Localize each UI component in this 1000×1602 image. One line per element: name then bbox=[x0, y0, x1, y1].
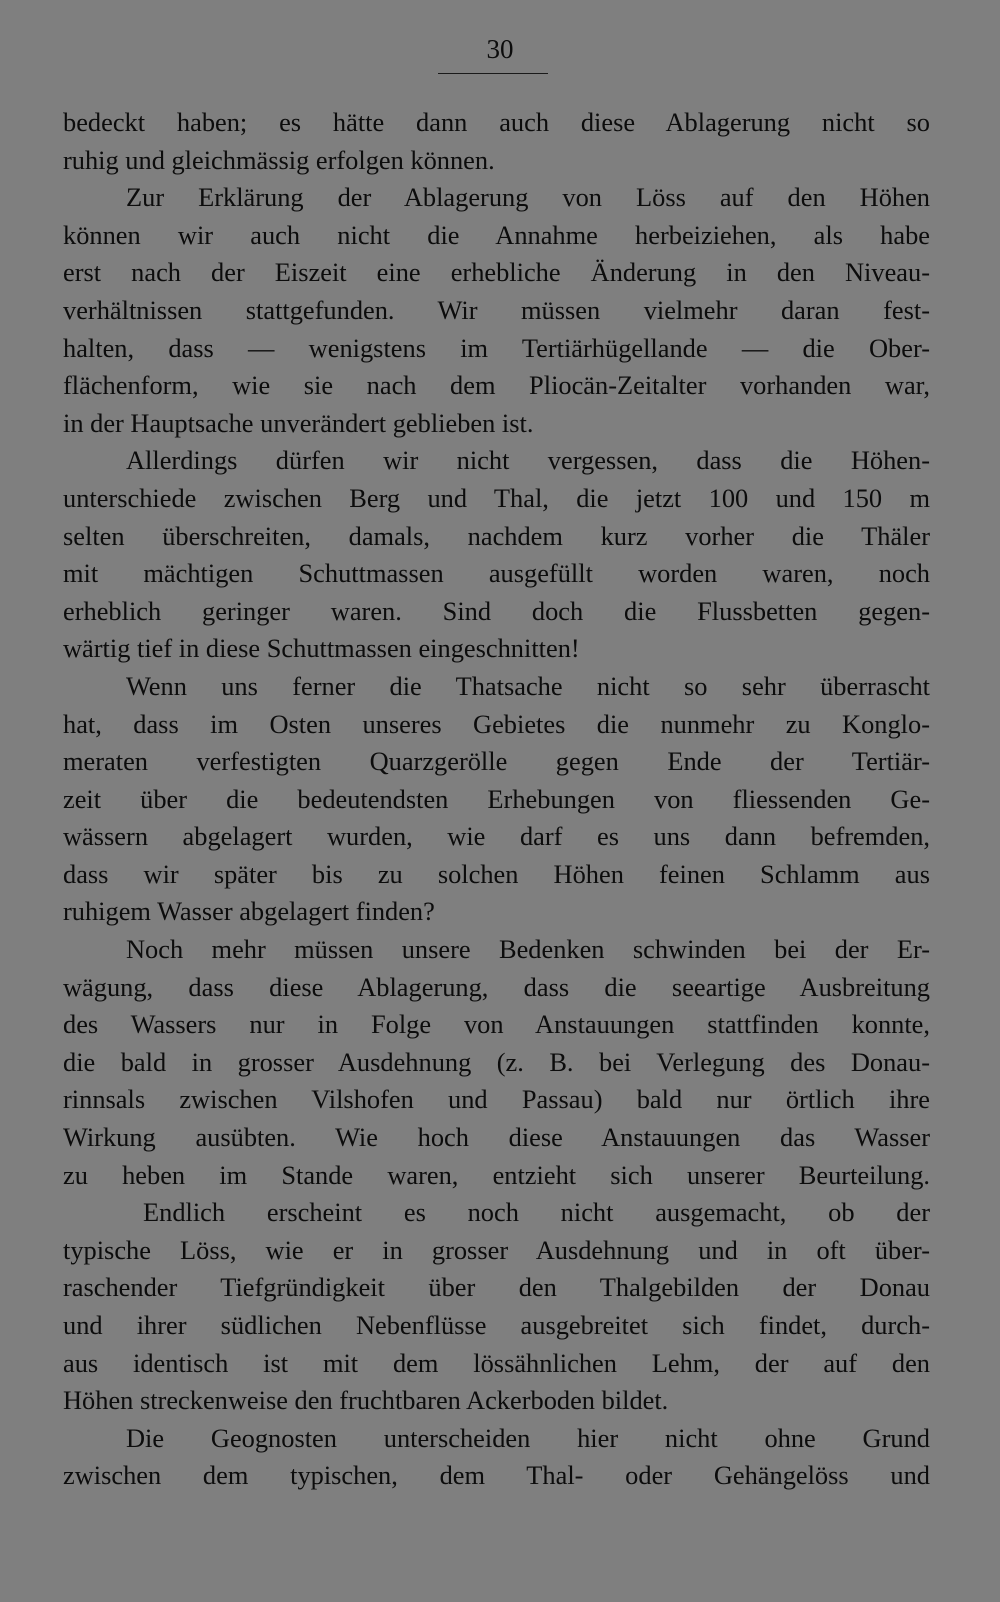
text-line: erst nach der Eiszeit eine erhebliche Änderung in den Niveau- bbox=[63, 257, 930, 288]
text-line: mit mächtigen Schuttmassen ausgefüllt worden waren, noch bbox=[63, 558, 930, 589]
text-line: wärtig tief in diese Schuttmassen eingeschnitten! bbox=[63, 633, 580, 664]
text-line: rinnsals zwischen Vilshofen und Passau) bald nur örtlich ihre bbox=[63, 1084, 930, 1115]
text-line: Höhen streckenweise den fruchtbaren Ackerboden bildet. bbox=[63, 1385, 669, 1416]
text-line: Endlich erscheint es noch nicht ausgemacht, ob der bbox=[143, 1197, 930, 1228]
text-line: in der Hauptsache unverändert geblieben ist. bbox=[63, 407, 534, 438]
text-line: halten, dass — wenigstens im Tertiärhügellande — die Ober- bbox=[63, 332, 930, 363]
text-line: bedeckt haben; es hätte dann auch diese Ablagerung nicht so bbox=[63, 107, 930, 137]
text-line: typische Löss, wie er in grosser Ausdehnung und in oft über- bbox=[63, 1234, 930, 1265]
text-line: dass wir später bis zu solchen Höhen feinen Schlamm aus bbox=[63, 858, 930, 889]
text-line: und ihrer südlichen Nebenflüsse ausgebreitet sich findet, durch- bbox=[63, 1310, 930, 1340]
text-line: erheblich geringer waren. Sind doch die Flussbetten gegen- bbox=[63, 595, 930, 626]
text-line: meraten verfestigten Quarzgerölle gegen Ende der Tertiär- bbox=[63, 746, 930, 777]
text-line: wässern abgelagert wurden, wie darf es uns dann befremden, bbox=[63, 821, 930, 852]
text-line: die bald in grosser Ausdehnung (z. B. bei Verlegung des Donau- bbox=[63, 1046, 930, 1077]
text-line: verhältnissen stattgefunden. Wir müssen vielmehr daran fest- bbox=[63, 294, 930, 325]
text-line: Wenn uns ferner die Thatsache nicht so sehr überrascht bbox=[126, 670, 930, 701]
text-line: Zur Erklärung der Ablagerung von Löss auf den Höhen bbox=[126, 182, 930, 213]
text-line: raschender Tiefgründigkeit über den Thalgebilden der Donau bbox=[63, 1272, 930, 1303]
text-line: Wirkung ausübten. Wie hoch diese Anstauungen das Wasser bbox=[63, 1122, 930, 1153]
text-line: Allerdings dürfen wir nicht vergessen, dass die Höhen- bbox=[126, 445, 930, 476]
text-line: selten überschreiten, damals, nachdem kurz vorher die Thäler bbox=[63, 520, 930, 551]
text-line: flächenform, wie sie nach dem Pliocän-Zeitalter vorhanden war, bbox=[63, 370, 930, 401]
text-line: zu heben im Stande waren, entzieht sich unserer Beurteilung. bbox=[63, 1159, 930, 1190]
text-line: ruhigem Wasser abgelagert finden? bbox=[63, 896, 435, 927]
text-line: zwischen dem typischen, dem Thal- oder Gehängelöss und bbox=[63, 1460, 930, 1491]
text-line: können wir auch nicht die Annahme herbeiziehen, als habe bbox=[63, 219, 930, 250]
text-line: Die Geognosten unterscheiden hier nicht ohne Grund bbox=[126, 1422, 930, 1453]
text-line: hat, dass im Osten unseres Gebietes die nunmehr zu Konglo- bbox=[63, 708, 930, 739]
text-line: Noch mehr müssen unsere Bedenken schwinden bei der Er- bbox=[126, 934, 930, 965]
text-line: wägung, dass diese Ablagerung, dass die seeartige Ausbreitung bbox=[63, 971, 930, 1002]
text-line: unterschiede zwischen Berg und Thal, die jetzt 100 und 150 m bbox=[63, 482, 930, 513]
text-line: ruhig und gleichmässig erfolgen können. bbox=[63, 144, 495, 175]
body-text bbox=[63, 104, 930, 1495]
text-line: zeit über die bedeutendsten Erhebungen von fliessenden Ge- bbox=[63, 783, 930, 814]
text-line: aus identisch ist mit dem lössähnlichen Lehm, der auf den bbox=[63, 1347, 930, 1378]
text-line: des Wassers nur in Folge von Anstauungen stattfinden konnte, bbox=[63, 1009, 930, 1040]
header-rule bbox=[438, 73, 548, 74]
page-number: 30 bbox=[486, 34, 514, 64]
